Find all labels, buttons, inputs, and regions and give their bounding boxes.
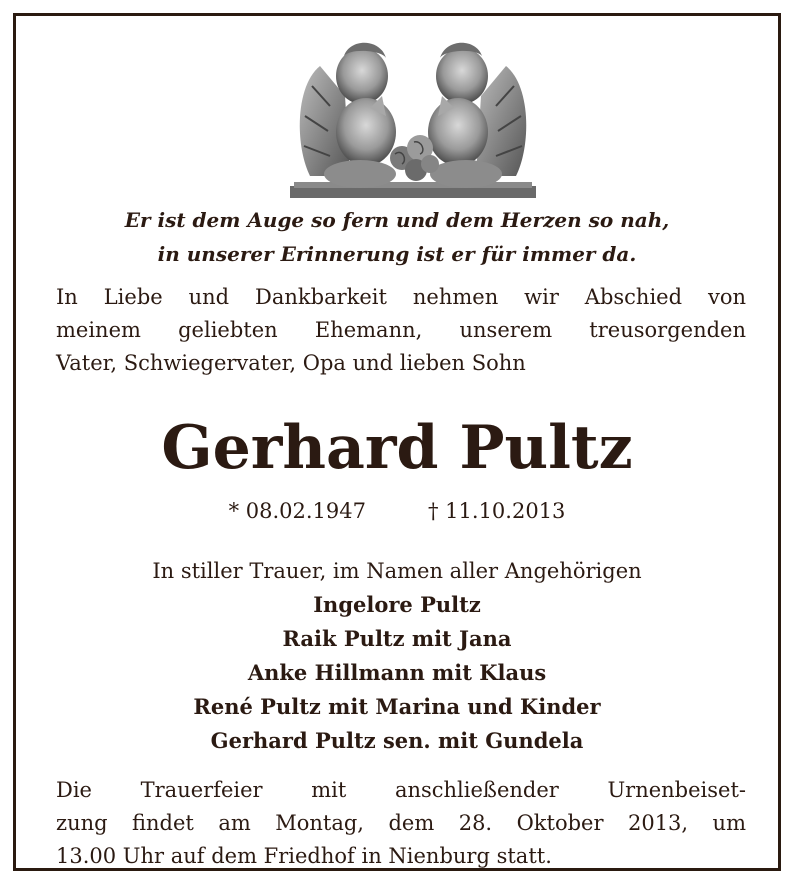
family-member: Ingelore Pultz <box>313 592 481 617</box>
praying-angels-image <box>290 36 536 200</box>
motto-line: in unserer Erinnerung ist er für immer da. <box>157 242 637 266</box>
service-line: Die Trauerfeier mit anschließender Urnenbeiset- <box>56 778 746 802</box>
family-member: Anke Hillmann mit Klaus <box>247 660 547 685</box>
mourning-line: In stiller Trauer, im Namen aller Angehörigen <box>152 559 642 583</box>
death-date: † 11.10.2013 <box>428 499 566 523</box>
intro-line: In Liebe und Dankbarkeit nehmen wir Abschied von <box>56 285 746 309</box>
motto <box>16 203 778 271</box>
deceased-name: Gerhard Pultz <box>161 413 633 483</box>
intro-line: meinem geliebten Ehemann, unserem treusorgenden <box>56 318 746 342</box>
intro-text <box>56 281 746 380</box>
life-dates <box>16 496 778 526</box>
family-member: Gerhard Pultz sen. mit Gundela <box>210 728 584 753</box>
family-list <box>16 588 778 758</box>
service-line: 13.00 Uhr auf dem Friedhof in Nienburg statt. <box>56 844 552 868</box>
birth-date: * 08.02.1947 <box>228 499 366 523</box>
family-member: René Pultz mit Marina und Kinder <box>193 694 601 719</box>
service-notice <box>56 774 746 873</box>
service-line: zung findet am Montag, dem 28. Oktober 2013, um <box>56 811 746 835</box>
obituary-card <box>13 13 781 871</box>
motto-line: Er ist dem Auge so fern und dem Herzen so nah, <box>124 208 670 232</box>
intro-line: Vater, Schwiegervater, Opa und lieben Sohn <box>56 351 526 375</box>
family-member: Raik Pultz mit Jana <box>282 626 512 651</box>
